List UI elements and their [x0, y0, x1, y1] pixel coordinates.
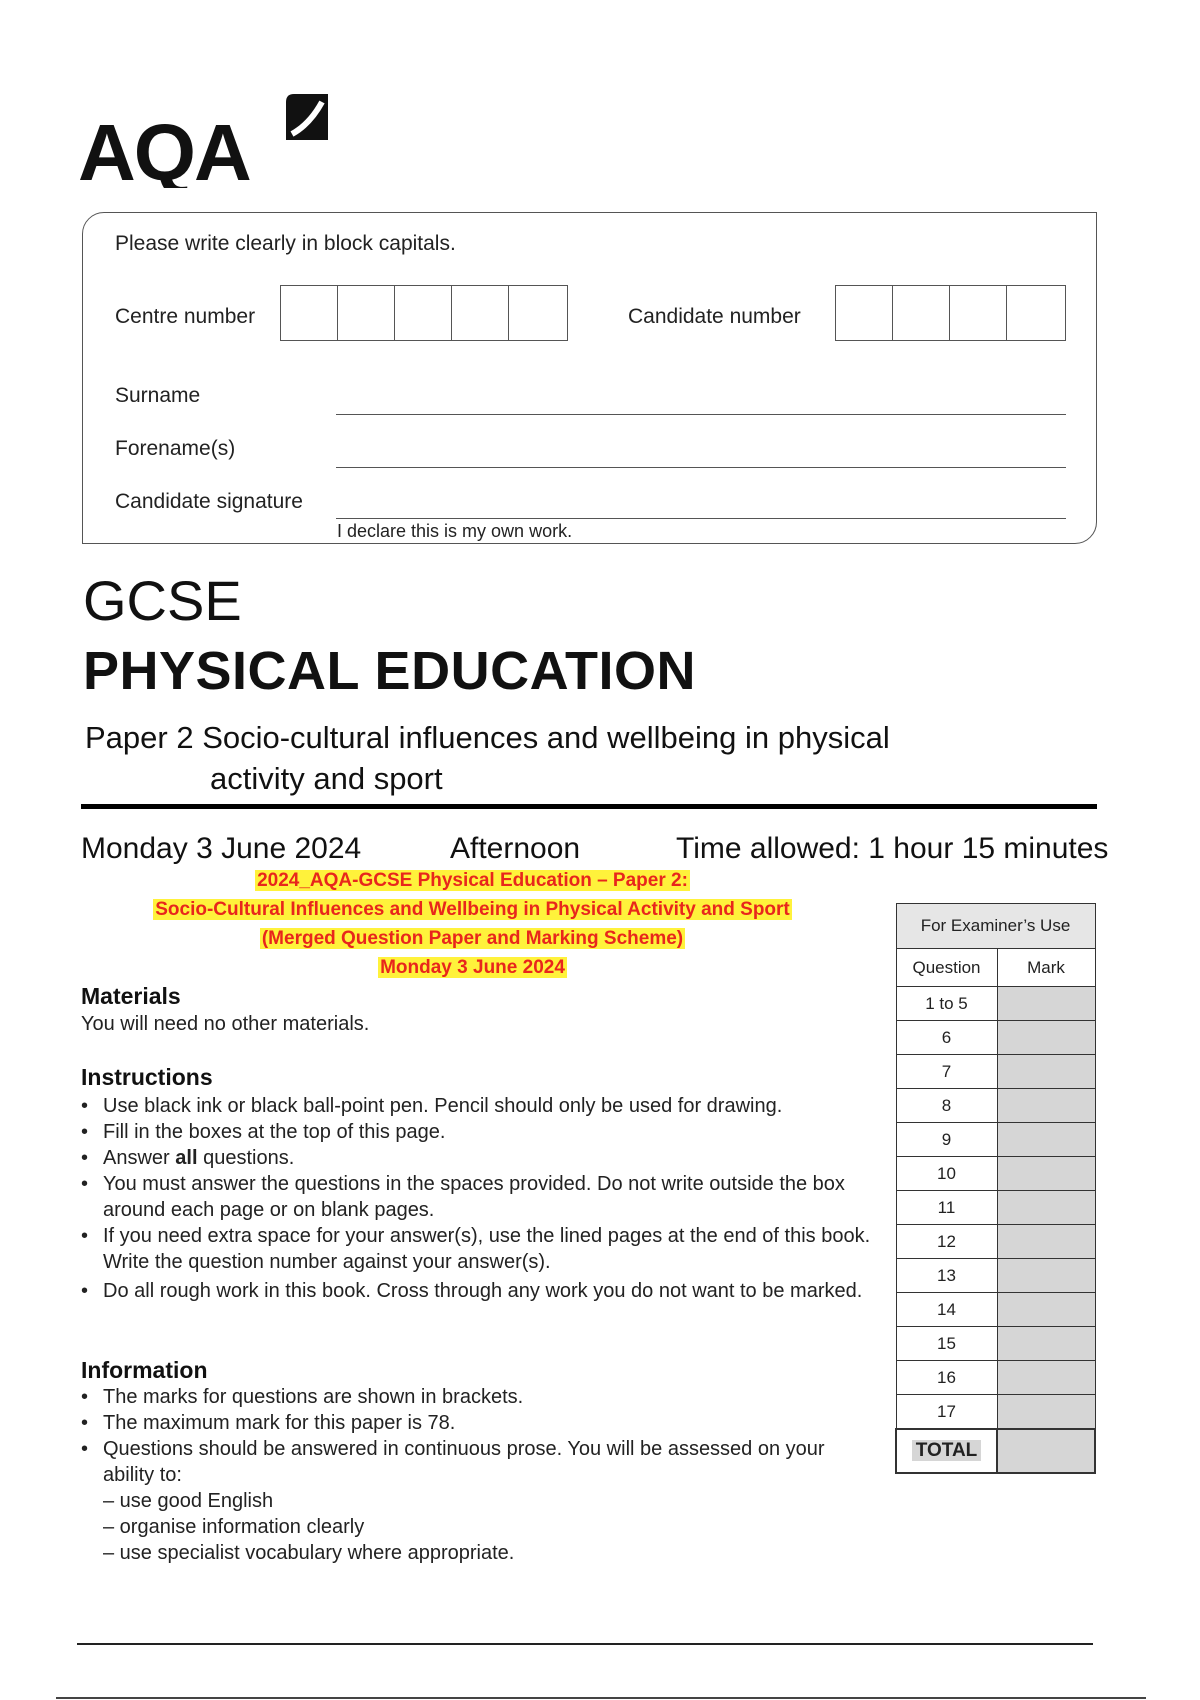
question-number: 14 — [896, 1293, 997, 1327]
mark-cell[interactable] — [997, 1021, 1095, 1055]
candidate-number-digit[interactable] — [950, 286, 1007, 340]
forenames-label: Forename(s) — [115, 437, 236, 460]
centre-number-digit[interactable] — [509, 286, 566, 340]
question-number: 9 — [896, 1123, 997, 1157]
time-allowed: Time allowed: 1 hour 15 minutes — [676, 832, 1109, 865]
mark-cell[interactable] — [997, 1191, 1095, 1225]
candidate-number-digit[interactable] — [1007, 286, 1064, 340]
examiner-table-title: For Examiner’s Use — [896, 904, 1095, 949]
information-heading: Information — [81, 1357, 208, 1383]
information-item: • The maximum mark for this paper is 78. — [81, 1410, 871, 1436]
instruction-item: • Do all rough work in this book. Cross through any work you do not want to be marked. — [81, 1275, 871, 1307]
overlay-line-4: Monday 3 June 2024 — [380, 957, 565, 978]
mark-cell[interactable] — [997, 1259, 1095, 1293]
candidate-number-digit[interactable] — [893, 286, 950, 340]
overlay-line-3: (Merged Question Paper and Marking Scheme) — [261, 928, 684, 949]
instruction-item: • Answer all questions. — [81, 1145, 871, 1171]
question-number: 13 — [896, 1259, 997, 1293]
information-list — [81, 1384, 871, 1488]
instruction-item: • Fill in the boxes at the top of this page. — [81, 1119, 871, 1145]
examiner-use-table — [895, 903, 1096, 1474]
centre-number-digit[interactable] — [338, 286, 395, 340]
information-subitem: – use specialist vocabulary where appropriate. — [103, 1542, 515, 1564]
title-divider — [81, 804, 1097, 809]
mark-cell[interactable] — [997, 1225, 1095, 1259]
mark-cell[interactable] — [997, 1361, 1095, 1395]
centre-number-label: Centre number — [115, 305, 256, 328]
paper-title-line2: activity and sport — [210, 761, 443, 796]
candidate-number-field[interactable] — [835, 285, 1066, 341]
mark-cell[interactable] — [997, 1055, 1095, 1089]
surname-label: Surname — [115, 384, 201, 407]
block-capitals-instruction: Please write clearly in block capitals. — [115, 232, 456, 255]
information-item: • The marks for questions are shown in brackets. — [81, 1384, 871, 1410]
mark-cell[interactable] — [997, 1123, 1095, 1157]
signature-label: Candidate signature — [115, 490, 303, 513]
aqa-logo-mark — [286, 94, 328, 140]
total-label: TOTAL — [896, 1429, 997, 1473]
information-subitems — [103, 1488, 514, 1566]
declaration-text: I declare this is my own work. — [337, 521, 573, 541]
page-edge-line — [56, 1697, 1146, 1699]
forenames-field[interactable] — [336, 467, 1066, 468]
question-number: 15 — [896, 1327, 997, 1361]
candidate-number-digit[interactable] — [836, 286, 893, 340]
aqa-logo — [78, 88, 348, 188]
materials-heading: Materials — [81, 983, 181, 1009]
question-column-header: Question — [896, 949, 997, 987]
information-item: • Questions should be answered in continuous prose. You will be assessed on your ability to: — [81, 1436, 871, 1488]
candidate-number-label: Candidate number — [628, 305, 801, 328]
overlay-line-1: 2024_AQA-GCSE Physical Education – Paper 2: — [257, 870, 688, 891]
instructions-heading: Instructions — [81, 1064, 213, 1090]
mark-cell[interactable] — [997, 987, 1095, 1021]
mark-cell[interactable] — [997, 1293, 1095, 1327]
instructions-list — [81, 1093, 871, 1307]
exam-session: Afternoon — [450, 832, 581, 865]
centre-number-digit[interactable] — [395, 286, 452, 340]
information-subitem: – use good English — [103, 1490, 274, 1512]
mark-cell[interactable] — [997, 1327, 1095, 1361]
question-number: 10 — [896, 1157, 997, 1191]
subject-title: PHYSICAL EDUCATION — [83, 641, 697, 701]
centre-number-digit[interactable] — [452, 286, 509, 340]
question-number: 1 to 5 — [896, 987, 997, 1021]
signature-field[interactable] — [336, 518, 1066, 519]
instruction-item: • Use black ink or black ball-point pen. Pencil should only be used for drawing. — [81, 1093, 871, 1119]
question-number: 7 — [896, 1055, 997, 1089]
question-number: 6 — [896, 1021, 997, 1055]
mark-cell[interactable] — [997, 1089, 1095, 1123]
total-mark-cell[interactable] — [997, 1429, 1095, 1473]
instruction-item: • If you need extra space for your answer(s), use the lined pages at the end of this book. Write the question number against your answer(s). — [81, 1223, 871, 1275]
question-number: 16 — [896, 1361, 997, 1395]
question-number: 17 — [896, 1395, 997, 1430]
centre-number-field[interactable] — [280, 285, 568, 341]
footer-divider — [77, 1643, 1093, 1645]
mark-cell[interactable] — [997, 1395, 1095, 1430]
overlay-line-2: Socio-Cultural Influences and Wellbeing in Physical Activity and Sport — [155, 899, 790, 920]
mark-column-header: Mark — [997, 949, 1095, 987]
instruction-item: • You must answer the questions in the spaces provided. Do not write outside the box around each page or on blank pages. — [81, 1171, 871, 1223]
materials-text: You will need no other materials. — [81, 1013, 370, 1035]
paper-title-line1: Paper 2 Socio-cultural influences and wellbeing in physical — [85, 720, 890, 755]
question-number: 8 — [896, 1089, 997, 1123]
surname-field[interactable] — [336, 414, 1066, 415]
centre-number-digit[interactable] — [281, 286, 338, 340]
information-subitem: – organise information clearly — [103, 1516, 365, 1538]
qualification-title: GCSE — [83, 569, 242, 632]
question-number: 11 — [896, 1191, 997, 1225]
question-number: 12 — [896, 1225, 997, 1259]
aqa-logo-text: AQA — [78, 108, 250, 188]
exam-date: Monday 3 June 2024 — [81, 832, 362, 865]
mark-cell[interactable] — [997, 1157, 1095, 1191]
